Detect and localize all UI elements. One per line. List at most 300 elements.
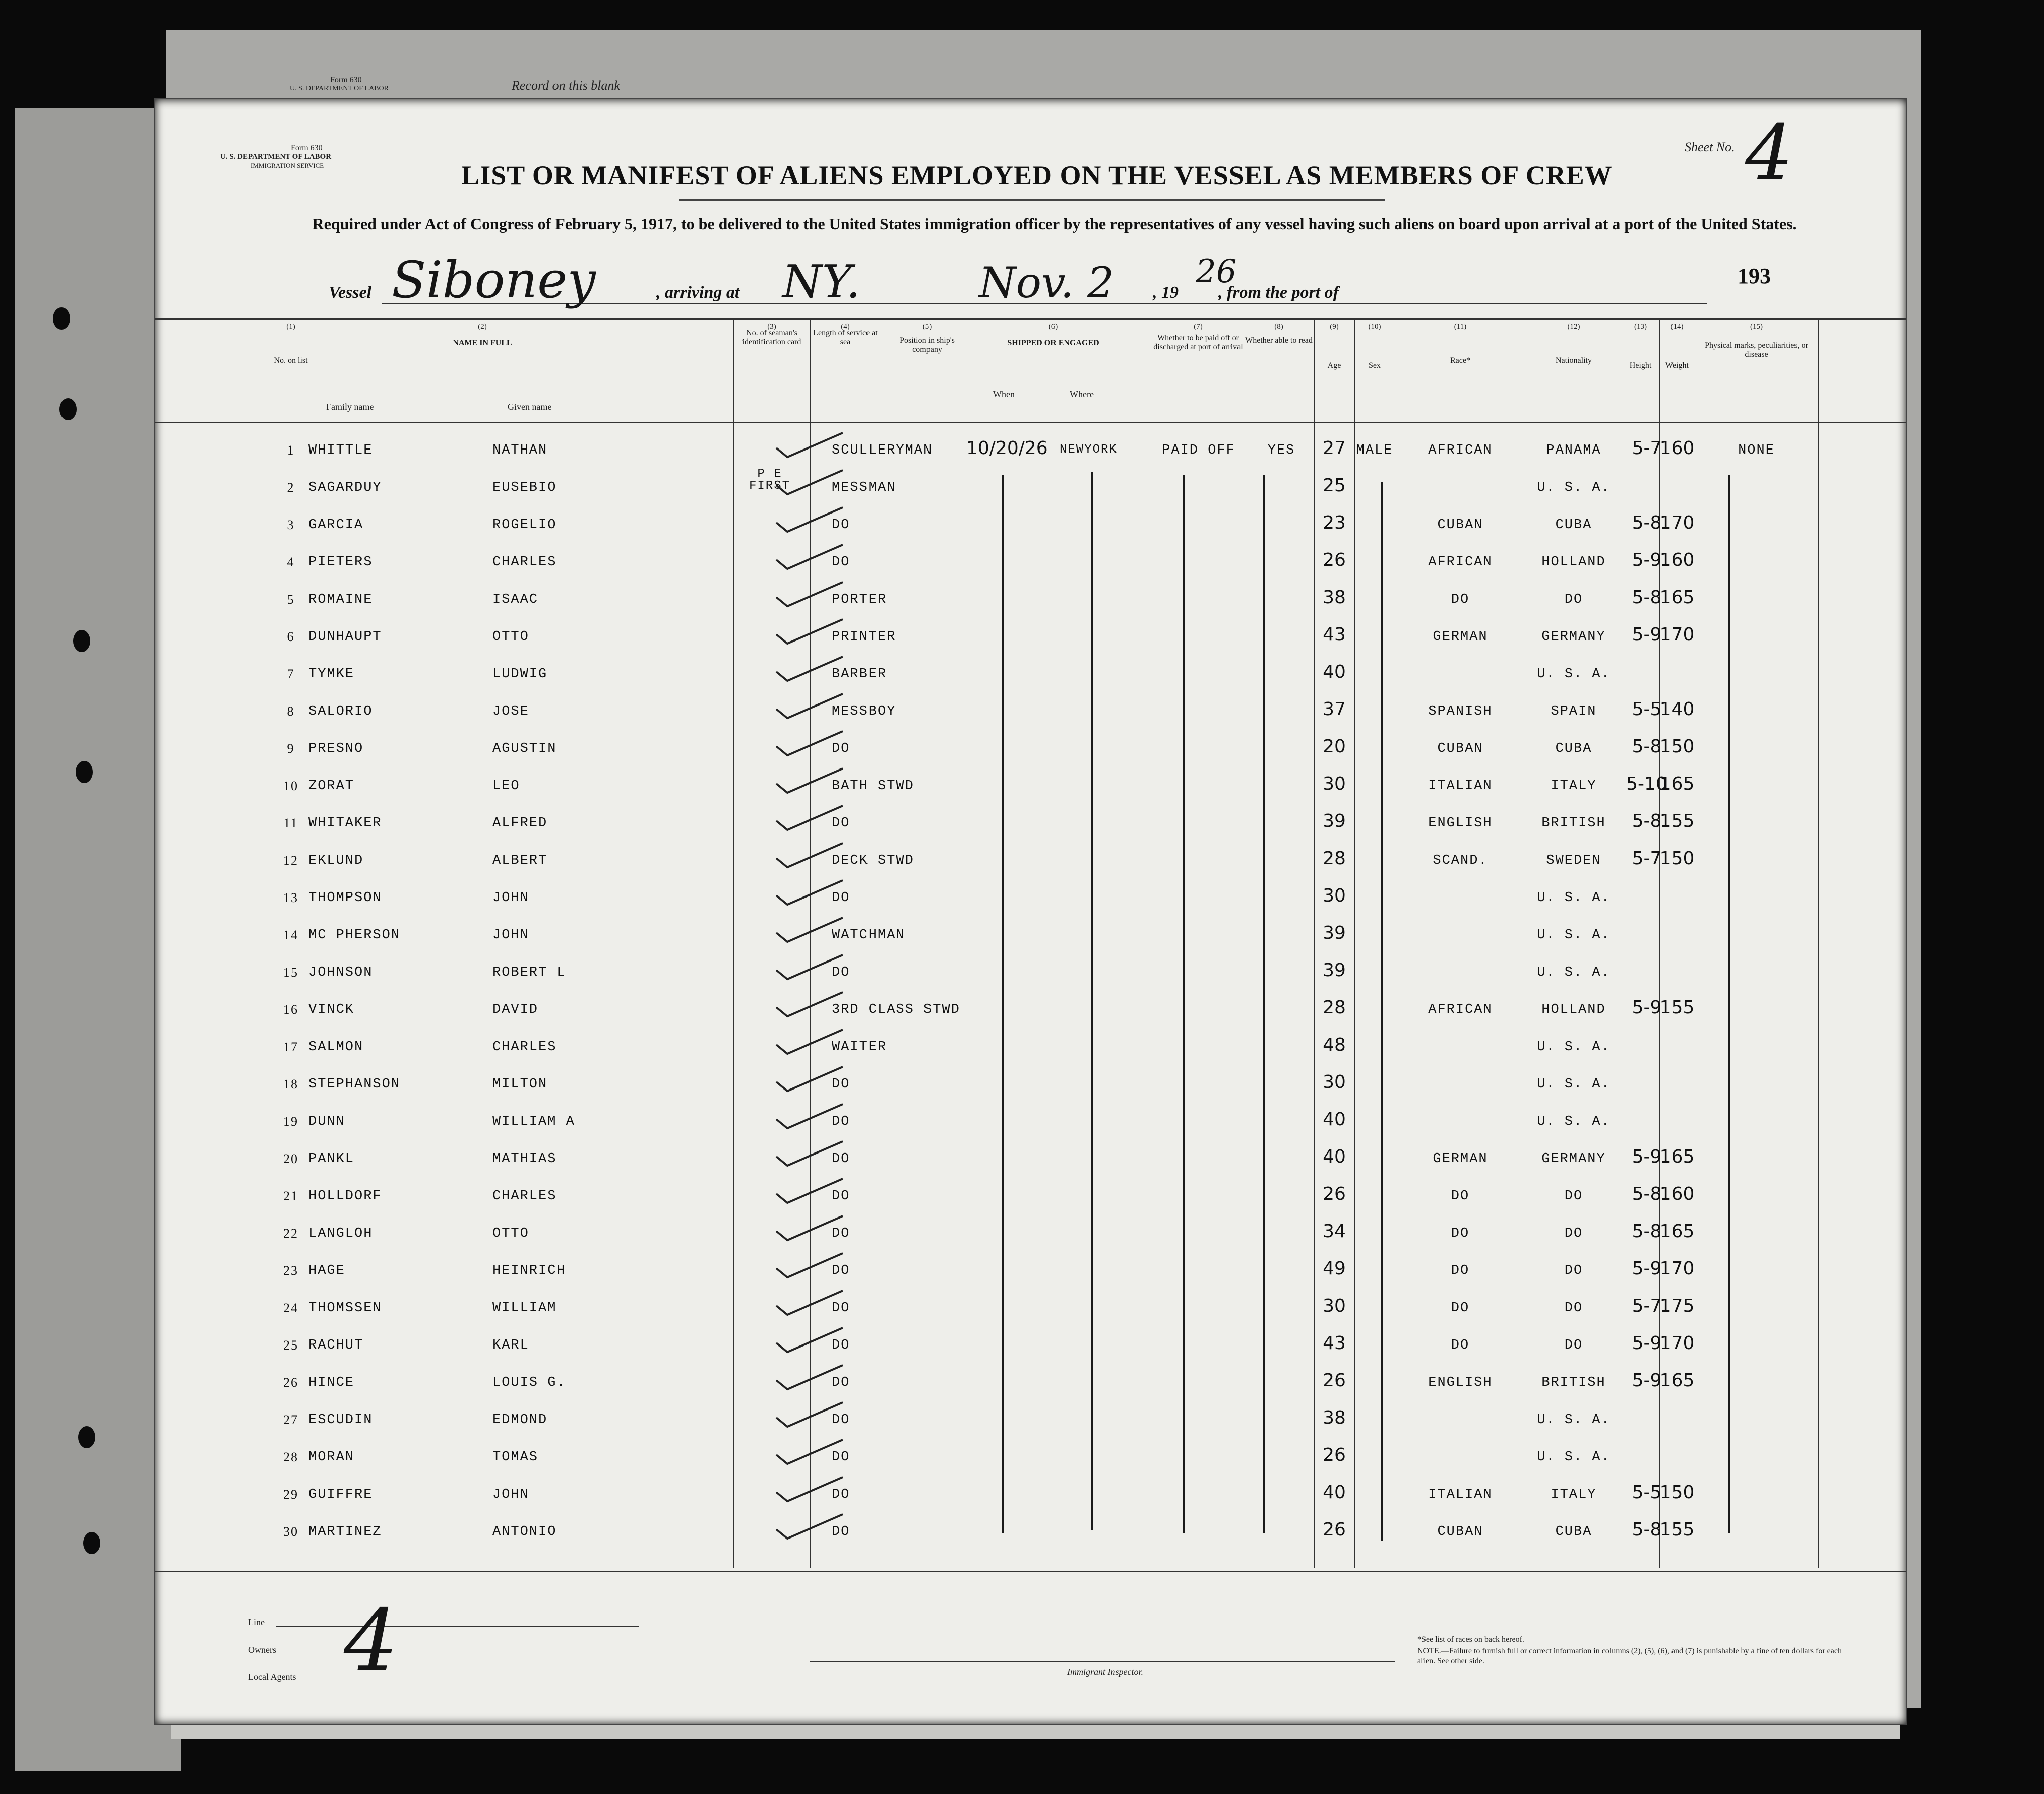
position-cell: DO <box>832 1077 850 1092</box>
race-cell: AFRICAN <box>1428 443 1493 458</box>
position-cell: BATH STWD <box>832 779 914 794</box>
position-cell: PORTER <box>832 592 887 607</box>
race-cell: ENGLISH <box>1428 816 1493 831</box>
shipped-when-cell: 10/20/26 <box>966 438 1048 459</box>
column-number: (5) <box>922 323 932 331</box>
column-label: No. of seaman's identification card <box>742 329 801 346</box>
weight-cell: 165 <box>1659 1221 1695 1242</box>
race-cell: DO <box>1451 1263 1470 1278</box>
weight-cell: 155 <box>1659 811 1695 831</box>
shipped-where-cell: NEWYORK <box>1060 443 1118 457</box>
position-cell: DO <box>832 1263 850 1278</box>
weight-cell: 160 <box>1659 438 1695 459</box>
from-port-label: , from the port of <box>1218 283 1339 302</box>
family-name-cell: VINCK <box>308 1002 355 1017</box>
height-cell: 5-7 <box>1632 848 1662 869</box>
column-label: Physical marks, peculiarities, or disease <box>1705 341 1808 359</box>
row-number-cell: 24 <box>283 1301 298 1315</box>
physical-marks-cell: NONE <box>1738 443 1775 458</box>
ditto-stroke-marks <box>1728 475 1730 1533</box>
weight-cell: 150 <box>1659 848 1695 869</box>
table-row <box>155 874 1906 912</box>
form-department: U. S. DEPARTMENT OF LABOR <box>220 153 332 161</box>
weight-cell: 150 <box>1659 736 1695 757</box>
row-number-cell: 29 <box>283 1487 298 1502</box>
row-number-cell: 26 <box>283 1375 298 1390</box>
table-row <box>155 800 1906 837</box>
given-name-cell: DAVID <box>492 1002 539 1017</box>
position-cell: SCULLERYMAN <box>832 443 933 458</box>
height-cell: 5-9 <box>1632 550 1662 570</box>
punch-hole <box>53 307 70 330</box>
family-name-cell: MORAN <box>308 1450 355 1465</box>
table-row <box>155 1322 1906 1359</box>
position-cell: DO <box>832 816 850 831</box>
given-name-cell: CHARLES <box>492 1040 557 1055</box>
race-cell: CUBAN <box>1437 518 1483 533</box>
row-number-cell: 22 <box>283 1226 298 1241</box>
column-number: (6) <box>1048 323 1058 331</box>
row-number-cell: 13 <box>283 890 298 905</box>
weight-cell: 170 <box>1659 624 1695 645</box>
table-row <box>155 576 1906 613</box>
given-name-cell: OTTO <box>492 1226 529 1241</box>
check-mark-icon <box>772 466 848 499</box>
column-number: (13) <box>1634 323 1647 331</box>
paid-off-cell: PAID OFF <box>1162 443 1235 458</box>
check-mark-icon <box>772 615 848 648</box>
table-row <box>155 762 1906 800</box>
given-name-cell: ALFRED <box>492 816 548 831</box>
column-label: Whether to be paid off or discharged at port of arrival <box>1153 334 1243 351</box>
age-cell: 23 <box>1323 512 1346 533</box>
check-mark-icon <box>772 727 848 760</box>
table-row <box>155 464 1906 501</box>
nationality-cell: DO <box>1564 592 1583 607</box>
page-title: LIST OR MANIFEST OF ALIENS EMPLOYED ON THE VESSEL AS MEMBERS OF CREW <box>461 160 1613 190</box>
age-cell: 30 <box>1323 1072 1346 1093</box>
given-name-cell: LEO <box>492 779 520 794</box>
given-name-cell: EUSEBIO <box>492 480 557 495</box>
footer-line-label: Line <box>248 1617 265 1627</box>
height-cell: 5-9 <box>1632 624 1662 645</box>
age-cell: 40 <box>1323 662 1346 682</box>
column-number: (9) <box>1330 323 1339 331</box>
height-cell: 5-9 <box>1632 1146 1662 1167</box>
nationality-cell: GERMANY <box>1541 629 1606 645</box>
form-number: Form 630 <box>291 144 323 152</box>
position-cell: DO <box>832 1189 850 1204</box>
punch-hole <box>59 398 77 420</box>
nationality-cell: U. S. A. <box>1537 890 1611 906</box>
sheet-number: 4 <box>1745 109 1793 197</box>
weight-cell: 170 <box>1659 1258 1695 1279</box>
check-mark-icon <box>772 578 848 611</box>
nationality-cell: U. S. A. <box>1537 1450 1611 1465</box>
height-cell: 5-8 <box>1632 811 1662 831</box>
able-to-read-cell: YES <box>1267 443 1295 458</box>
height-cell: 5-7 <box>1632 1296 1662 1316</box>
table-row <box>155 986 1906 1023</box>
row-number-cell: 10 <box>283 779 298 793</box>
given-name-cell: TOMAS <box>492 1450 539 1465</box>
row-number-cell: 20 <box>283 1151 298 1166</box>
position-cell: DECK STWD <box>832 853 914 868</box>
ditto-stroke-where <box>1091 472 1093 1530</box>
race-cell: DO <box>1451 1301 1470 1316</box>
row-number-cell: 27 <box>283 1413 298 1427</box>
check-mark-icon <box>772 1212 848 1245</box>
row-number-cell: 18 <box>283 1077 298 1092</box>
row-number-cell: 9 <box>287 741 295 756</box>
race-cell: DO <box>1451 592 1470 607</box>
race-cell: SPANISH <box>1428 704 1493 719</box>
height-cell: 5-8 <box>1632 1184 1662 1204</box>
age-cell: 30 <box>1323 885 1346 906</box>
given-name-cell: OTTO <box>492 629 529 645</box>
column-label: Sex <box>1369 361 1381 370</box>
family-name-cell: HAGE <box>308 1263 345 1278</box>
check-mark-icon <box>772 802 848 835</box>
age-cell: 39 <box>1323 960 1346 981</box>
family-name-header: Family name <box>326 402 374 412</box>
check-mark-icon <box>772 839 848 872</box>
column-number: (3) <box>767 323 776 331</box>
table-row <box>155 1359 1906 1396</box>
given-name-cell: CHARLES <box>492 555 557 570</box>
nationality-cell: BRITISH <box>1541 1375 1606 1390</box>
punch-hole <box>76 761 93 783</box>
given-name-cell: ALBERT <box>492 853 548 868</box>
height-cell: 5-10 <box>1626 774 1667 794</box>
arrival-port: NY. <box>782 255 861 308</box>
nationality-cell: CUBA <box>1555 518 1592 533</box>
weight-cell: 165 <box>1659 1370 1695 1391</box>
position-cell: DO <box>832 965 850 980</box>
table-row <box>155 651 1906 688</box>
where-header: Where <box>1070 389 1094 399</box>
family-name-cell: MARTINEZ <box>308 1524 382 1540</box>
family-name-cell: TYMKE <box>308 667 355 682</box>
ditto-stroke-sex <box>1381 482 1383 1541</box>
check-mark-icon <box>772 951 848 984</box>
table-row <box>155 1173 1906 1210</box>
nationality-cell: U. S. A. <box>1537 667 1611 682</box>
given-name-cell: HEINRICH <box>492 1263 566 1278</box>
family-name-cell: ZORAT <box>308 779 355 794</box>
nationality-cell: CUBA <box>1555 741 1592 756</box>
age-cell: 48 <box>1323 1035 1346 1055</box>
table-row <box>155 1396 1906 1434</box>
age-cell: 39 <box>1323 923 1346 943</box>
race-cell: ITALIAN <box>1428 1487 1493 1502</box>
given-name-cell: MILTON <box>492 1077 548 1092</box>
given-name-cell: MATHIAS <box>492 1151 557 1167</box>
age-cell: 38 <box>1323 1407 1346 1428</box>
table-row <box>155 427 1906 464</box>
ditto-stroke-paid <box>1183 475 1185 1533</box>
row-number-cell: 8 <box>287 704 295 719</box>
column-label: SHIPPED OR ENGAGED <box>1007 339 1099 347</box>
table-row <box>155 1285 1906 1322</box>
row-number-cell: 3 <box>287 518 295 532</box>
nationality-cell: HOLLAND <box>1541 555 1606 570</box>
manifest-sheet <box>154 98 1907 1725</box>
nationality-cell: HOLLAND <box>1541 1002 1606 1017</box>
row-number-cell: 16 <box>283 1002 298 1017</box>
age-cell: 49 <box>1323 1258 1346 1279</box>
sex-cell: MALE <box>1356 443 1393 458</box>
row-number-cell: 30 <box>283 1524 298 1539</box>
family-name-cell: MC PHERSON <box>308 928 401 943</box>
position-cell: MESSMAN <box>832 480 896 495</box>
races-note: *See list of races on back hereof. <box>1417 1635 1524 1644</box>
table-row <box>155 1061 1906 1098</box>
penalty-note: NOTE.—Failure to furnish full or correct information in columns (2), (5), (6), and (7) is punishable by a fine of ten dollars for each alien. See other side. <box>1417 1647 1842 1665</box>
race-cell: DO <box>1451 1338 1470 1353</box>
inspector-label: Immigrant Inspector. <box>1067 1667 1143 1677</box>
check-mark-icon <box>772 988 848 1021</box>
table-row <box>155 1247 1906 1285</box>
height-cell: 5-8 <box>1632 1221 1662 1242</box>
family-name-cell: GUIFFRE <box>308 1487 373 1502</box>
position-cell: DO <box>832 1413 850 1428</box>
table-row <box>155 501 1906 539</box>
given-name-cell: ANTONIO <box>492 1524 557 1540</box>
row-number-cell: 25 <box>283 1338 298 1353</box>
nationality-cell: ITALY <box>1551 779 1597 794</box>
row-number-cell: 19 <box>283 1114 298 1129</box>
table-row <box>155 949 1906 986</box>
underlying-record-text: Record on this blank <box>512 78 620 93</box>
given-name-cell: KARL <box>492 1338 529 1353</box>
weight-cell: 165 <box>1659 1146 1695 1167</box>
position-cell: DO <box>832 1226 850 1241</box>
weight-cell: 165 <box>1659 587 1695 608</box>
column-number: (8) <box>1274 323 1283 331</box>
given-name-header: Given name <box>508 402 552 412</box>
column-label: Weight <box>1665 361 1689 370</box>
row-number-cell: 6 <box>287 629 295 644</box>
column-number: (7) <box>1194 323 1203 331</box>
nationality-cell: SWEDEN <box>1546 853 1601 868</box>
race-cell: DO <box>1451 1189 1470 1204</box>
check-mark-icon <box>772 690 848 723</box>
column-number: (4) <box>841 323 850 331</box>
age-cell: 39 <box>1323 811 1346 831</box>
position-cell: DO <box>832 1114 850 1129</box>
height-cell: 5-9 <box>1632 997 1662 1018</box>
check-mark-icon <box>772 1361 848 1394</box>
family-name-cell: EKLUND <box>308 853 364 868</box>
stamp-number: 193 <box>1738 264 1771 288</box>
table-row <box>155 688 1906 725</box>
header-top-rule <box>155 318 1906 320</box>
position-cell: DO <box>832 741 850 756</box>
given-name-cell: JOHN <box>492 1487 529 1502</box>
nationality-cell: DO <box>1564 1189 1583 1204</box>
row-number-cell: 15 <box>283 965 298 980</box>
table-row <box>155 1023 1906 1061</box>
given-name-cell: LOUIS G. <box>492 1375 566 1390</box>
age-cell: 40 <box>1323 1109 1346 1130</box>
check-mark-icon <box>772 503 848 536</box>
weight-cell: 160 <box>1659 1184 1695 1204</box>
arriving-label: , arriving at <box>656 283 740 302</box>
race-cell: SCAND. <box>1433 853 1488 868</box>
column-label: Age <box>1327 361 1341 370</box>
column-number: (12) <box>1567 323 1580 331</box>
weight-cell: 170 <box>1659 512 1695 533</box>
position-cell: DO <box>832 518 850 533</box>
punch-hole <box>78 1426 95 1448</box>
weight-cell: 155 <box>1659 1519 1695 1540</box>
race-cell: DO <box>1451 1226 1470 1241</box>
table-row <box>155 539 1906 576</box>
given-name-cell: LUDWIG <box>492 667 548 682</box>
column-label: Length of service at sea <box>813 329 878 346</box>
given-name-cell: ROBERT L <box>492 965 566 980</box>
row-number-cell: 14 <box>283 928 298 942</box>
weight-cell: 140 <box>1659 699 1695 720</box>
family-name-cell: ROMAINE <box>308 592 373 607</box>
weight-cell: 160 <box>1659 550 1695 570</box>
age-cell: 26 <box>1323 1184 1346 1204</box>
table-row <box>155 1210 1906 1247</box>
height-cell: 5-9 <box>1632 1370 1662 1391</box>
age-cell: 43 <box>1323 624 1346 645</box>
arrival-year: 26 <box>1196 253 1237 290</box>
age-cell: 34 <box>1323 1221 1346 1242</box>
footer-agents-label: Local Agents <box>248 1672 296 1682</box>
family-name-cell: PRESNO <box>308 741 364 756</box>
family-name-cell: SALORIO <box>308 704 373 719</box>
nationality-cell: U. S. A. <box>1537 480 1611 495</box>
nationality-cell: DO <box>1564 1263 1583 1278</box>
position-cell: DO <box>832 1338 850 1353</box>
given-name-cell: JOSE <box>492 704 529 719</box>
height-cell: 5-8 <box>1632 587 1662 608</box>
family-name-cell: WHITTLE <box>308 443 373 458</box>
height-cell: 5-7 <box>1632 438 1662 459</box>
height-cell: 5-5 <box>1632 699 1662 720</box>
position-cell: WAITER <box>832 1040 887 1055</box>
nationality-cell: ITALY <box>1551 1487 1597 1502</box>
check-mark-icon <box>772 1510 848 1543</box>
family-name-cell: HOLLDORF <box>308 1189 382 1204</box>
check-mark-icon <box>772 541 848 573</box>
height-cell: 5-9 <box>1632 1258 1662 1279</box>
given-name-cell: JOHN <box>492 928 529 943</box>
table-row <box>155 725 1906 762</box>
weight-cell: 165 <box>1659 774 1695 794</box>
check-mark-icon <box>772 653 848 685</box>
age-cell: 26 <box>1323 550 1346 570</box>
weight-cell: 155 <box>1659 997 1695 1018</box>
position-cell: DO <box>832 555 850 570</box>
position-cell: DO <box>832 890 850 906</box>
column-number: (14) <box>1670 323 1684 331</box>
family-name-cell: ESCUDIN <box>308 1413 373 1428</box>
check-mark-icon <box>772 1398 848 1431</box>
family-name-cell: THOMSSEN <box>308 1301 382 1316</box>
nationality-cell: U. S. A. <box>1537 1040 1611 1055</box>
column-number: (1) <box>286 323 295 331</box>
when-header: When <box>993 389 1015 399</box>
race-cell: ITALIAN <box>1428 779 1493 794</box>
sheet-number-label: Sheet No. <box>1685 140 1735 154</box>
height-cell: 5-8 <box>1632 512 1662 533</box>
position-cell: DO <box>832 1375 850 1390</box>
age-cell: 26 <box>1323 1370 1346 1391</box>
check-mark-icon <box>772 1436 848 1468</box>
table-row <box>155 1098 1906 1135</box>
footer-rule <box>155 1571 1906 1572</box>
underlying-department: U. S. DEPARTMENT OF LABOR <box>290 85 389 92</box>
age-cell: 37 <box>1323 699 1346 720</box>
position-cell: DO <box>832 1487 850 1502</box>
page-subtitle: Required under Act of Congress of February 5, 1917, to be delivered to the United States immigration officer by the representatives of any vessel having such aliens on board upon arrival at a port of the United States. <box>312 215 1797 233</box>
given-name-cell: AGUSTIN <box>492 741 557 756</box>
check-mark-icon <box>772 1137 848 1170</box>
given-name-cell: ISAAC <box>492 592 539 607</box>
footer-owners-label: Owners <box>248 1645 276 1655</box>
footer-line-rule <box>276 1626 639 1627</box>
family-name-cell: WHITAKER <box>308 816 382 831</box>
nationality-cell: U. S. A. <box>1537 1077 1611 1092</box>
table-row <box>155 1135 1906 1173</box>
row-number-cell: 21 <box>283 1189 298 1203</box>
row-number-cell: 7 <box>287 667 295 681</box>
position-cell: DO <box>832 1450 850 1465</box>
service-length-cell: P E FIRST <box>749 467 790 493</box>
family-name-cell: RACHUT <box>308 1338 364 1353</box>
nationality-cell: DO <box>1564 1301 1583 1316</box>
table-row <box>155 1508 1906 1546</box>
race-cell: CUBAN <box>1437 741 1483 756</box>
ditto-stroke-when <box>1002 475 1004 1533</box>
age-cell: 26 <box>1323 1519 1346 1540</box>
check-mark-icon <box>772 1287 848 1319</box>
family-name-cell: GARCIA <box>308 518 364 533</box>
given-name-cell: NATHAN <box>492 443 548 458</box>
row-number-cell: 17 <box>283 1040 298 1054</box>
row-number-cell: 2 <box>287 480 295 495</box>
family-name-cell: DUNHAUPT <box>308 629 382 645</box>
check-mark-icon <box>772 1249 848 1282</box>
column-label: No. on list <box>274 356 308 365</box>
nationality-cell: U. S. A. <box>1537 928 1611 943</box>
height-cell: 5-5 <box>1632 1482 1662 1503</box>
weight-cell: 170 <box>1659 1333 1695 1354</box>
age-cell: 27 <box>1323 438 1346 459</box>
age-cell: 25 <box>1323 475 1346 496</box>
position-cell: DO <box>832 1151 850 1167</box>
given-name-cell: WILLIAM <box>492 1301 557 1316</box>
vessel-label: Vessel <box>329 283 371 302</box>
title-rule <box>679 199 1385 201</box>
family-name-cell: SALMON <box>308 1040 364 1055</box>
nationality-cell: BRITISH <box>1541 816 1606 831</box>
age-cell: 30 <box>1323 774 1346 794</box>
check-mark-icon <box>772 1100 848 1133</box>
row-number-cell: 23 <box>283 1263 298 1278</box>
family-name-cell: PIETERS <box>308 555 373 570</box>
underlying-form-number: Form 630 <box>330 76 362 84</box>
family-name-cell: LANGLOH <box>308 1226 373 1241</box>
column-number: (11) <box>1454 323 1467 331</box>
inspector-rule <box>810 1661 1395 1662</box>
